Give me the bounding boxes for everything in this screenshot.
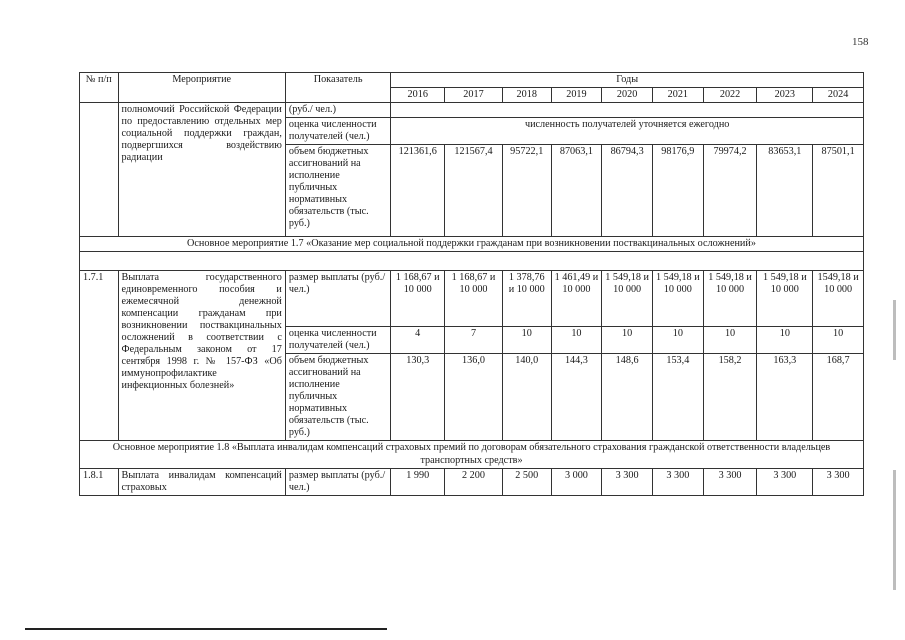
col-num-header: № п/п — [80, 73, 119, 103]
value-cell: 153,4 — [652, 354, 703, 441]
indicator-cell: объем бюджетных ассигнований на исполнение публичных нормативных обязательств (тыс. руб.) — [285, 145, 390, 237]
value-cell: 10 — [757, 327, 813, 354]
value-cell: 10 — [703, 327, 757, 354]
value-cell: 3 300 — [602, 468, 653, 495]
value-cell: 144,3 — [551, 354, 602, 441]
count-note-cell: численность получателей уточняется ежегодно — [391, 118, 864, 145]
value-cell: 10 — [551, 327, 602, 354]
value-cell: 2 500 — [502, 468, 551, 495]
value-cell: 1 168,67 и 10 000 — [391, 271, 445, 327]
event-cell: Выплата инвалидам компенсаций страховых — [118, 468, 285, 495]
col-indicator-header: Показатель — [285, 73, 390, 103]
row-num-cell: 1.8.1 — [80, 468, 119, 495]
empty-values-cell — [391, 103, 864, 118]
indicator-cell: размер выплаты (руб./ чел.) — [285, 271, 390, 327]
row-num-cell: 1.7.1 — [80, 271, 119, 441]
value-cell: 121361,6 — [391, 145, 445, 237]
value-cell: 3 300 — [703, 468, 757, 495]
value-cell: 3 000 — [551, 468, 602, 495]
value-cell: 1 168,67 и 10 000 — [445, 271, 503, 327]
col-years-header: Годы — [391, 73, 864, 88]
value-cell: 10 — [502, 327, 551, 354]
event-cell: полномочий Российской Федерации по предоставлению отдельных мер социальной поддержки граждан, подвергшихся воздействию радиации — [118, 103, 285, 237]
value-cell: 1 549,18 и 10 000 — [602, 271, 653, 327]
value-cell: 168,7 — [813, 354, 864, 441]
table-row — [80, 468, 864, 495]
value-cell: 86794,3 — [602, 145, 653, 237]
indicator-cell: объем бюджетных ассигнований на исполнение публичных нормативных обязательств (тыс. руб.) — [285, 354, 390, 441]
page-number: 158 — [852, 36, 869, 48]
budget-table — [79, 72, 864, 496]
section-title-1-8: Основное мероприятие 1.8 «Выплата инвалидам компенсаций страховых премий по договорам обязательного страхования гражданской ответственности владельцев транспортных средств» — [80, 441, 864, 468]
value-cell: 10 — [652, 327, 703, 354]
section-title-1-7: Основное мероприятие 1.7 «Оказание мер социальной поддержки гражданам при возникновении поствакцинальных осложнений» — [80, 237, 864, 252]
header-row — [80, 73, 864, 88]
value-cell: 4 — [391, 327, 445, 354]
value-cell: 140,0 — [502, 354, 551, 441]
indicator-cell: размер выплаты (руб./ чел.) — [285, 468, 390, 495]
value-cell: 10 — [813, 327, 864, 354]
section-row — [80, 441, 864, 468]
year-2021: 2021 — [652, 88, 703, 103]
value-cell: 10 — [602, 327, 653, 354]
value-cell: 2 200 — [445, 468, 503, 495]
value-cell: 98176,9 — [652, 145, 703, 237]
value-cell: 3 300 — [652, 468, 703, 495]
indicator-cell: оценка численности получателей (чел.) — [285, 327, 390, 354]
value-cell: 136,0 — [445, 354, 503, 441]
value-cell: 1 549,18 и 10 000 — [703, 271, 757, 327]
value-cell: 3 300 — [757, 468, 813, 495]
indicator-cell: оценка численности получателей (чел.) — [285, 118, 390, 145]
value-cell: 1 461,49 и 10 000 — [551, 271, 602, 327]
year-2017: 2017 — [445, 88, 503, 103]
value-cell: 95722,1 — [502, 145, 551, 237]
value-cell: 1 549,18 и 10 000 — [652, 271, 703, 327]
value-cell: 1 549,18 и 10 000 — [757, 271, 813, 327]
value-cell: 121567,4 — [445, 145, 503, 237]
footer-rule — [25, 628, 387, 630]
value-cell: 1 378,76 и 10 000 — [502, 271, 551, 327]
event-cell: Выплата государственного единовременного пособия и ежемесячной денежной компенсации гражданам при возникновении поствакцинальных осложнений в соответствии с Федеральным законом от 17 сентября 1998 г. № 157-ФЗ «Об иммунопрофилактике инфекционных болезней» — [118, 271, 285, 441]
spacer-row — [80, 252, 864, 271]
value-cell: 87063,1 — [551, 145, 602, 237]
value-cell: 130,3 — [391, 354, 445, 441]
value-cell: 3 300 — [813, 468, 864, 495]
value-cell: 1 990 — [391, 468, 445, 495]
year-2018: 2018 — [502, 88, 551, 103]
indicator-cell: (руб./ чел.) — [285, 103, 390, 118]
scan-edge-mark — [893, 300, 896, 360]
value-cell: 79974,2 — [703, 145, 757, 237]
year-2022: 2022 — [703, 88, 757, 103]
year-2023: 2023 — [757, 88, 813, 103]
value-cell: 1549,18 и 10 000 — [813, 271, 864, 327]
row-num-cell — [80, 103, 119, 237]
year-2016: 2016 — [391, 88, 445, 103]
section-row — [80, 237, 864, 252]
table-row — [80, 103, 864, 118]
value-cell: 148,6 — [602, 354, 653, 441]
year-2019: 2019 — [551, 88, 602, 103]
year-2024: 2024 — [813, 88, 864, 103]
year-2020: 2020 — [602, 88, 653, 103]
value-cell: 158,2 — [703, 354, 757, 441]
value-cell: 163,3 — [757, 354, 813, 441]
value-cell: 7 — [445, 327, 503, 354]
value-cell: 83653,1 — [757, 145, 813, 237]
col-event-header: Мероприятие — [118, 73, 285, 103]
spacer-cell — [80, 252, 864, 271]
value-cell: 87501,1 — [813, 145, 864, 237]
table-row — [80, 271, 864, 327]
scan-edge-mark — [893, 470, 896, 590]
